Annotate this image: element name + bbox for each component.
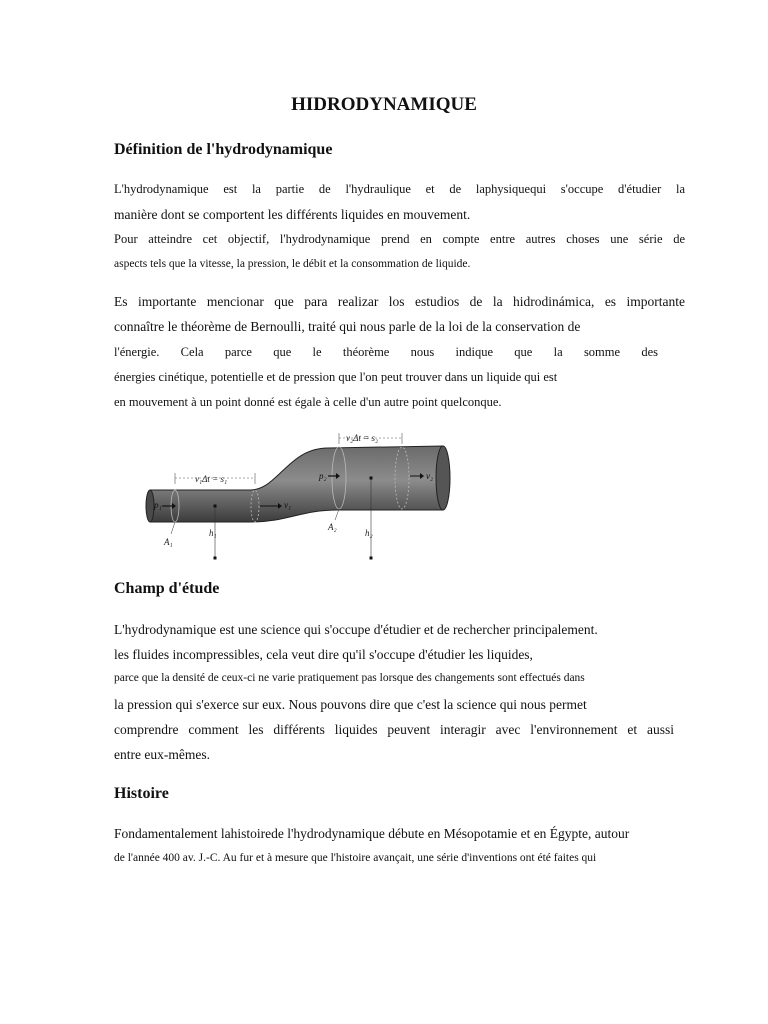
a1-label: A₁	[164, 537, 173, 547]
paragraph-line: l'énergie. Cela parce que le théorème nous indique que la somme des	[114, 345, 658, 359]
paragraph-line: les fluides incompressibles, cela veut dire qu'il s'occupe d'étudier les liquides,	[114, 647, 533, 662]
paragraph-line: la pression qui s'exerce sur eux. Nous pouvons dire que c'est la science qui nous permet	[114, 697, 587, 712]
bernoulli-pipe-figure	[138, 426, 458, 566]
paragraph-line: en mouvement à un point donné est égale à celle d'un autre point quelconque.	[114, 395, 502, 409]
section-heading-histoire: Histoire	[114, 785, 169, 802]
paragraph-line: comprendre comment les différents liquides peuvent interagir avec l'environnement et aussi	[114, 722, 674, 737]
pipe-right-end	[436, 446, 450, 510]
paragraph-line: aspects tels que la vitesse, la pression, le débit et la consommation de liquide.	[114, 258, 471, 270]
page-title: HIDRODYNAMIQUE	[291, 94, 477, 115]
h2-label: h₂	[365, 528, 373, 538]
paragraph-line: L'hydrodynamique est la partie de l'hydraulique et de laphysiquequi s'occupe d'étudier la	[114, 182, 685, 196]
section-heading-definition: Définition de l'hydrodynamique	[114, 141, 333, 158]
s1-label: v₁Δt = s₁	[195, 474, 228, 484]
section-heading-champ: Champ d'étude	[114, 580, 220, 597]
paragraph-line: Fondamentalement lahistoirede l'hydrodynamique débute en Mésopotamie et en Égypte, autour	[114, 826, 630, 841]
pipe-body	[150, 446, 443, 522]
paragraph-line: Es importante mencionar que para realizar los estudios de la hidrodinámica, es importante	[114, 294, 685, 309]
paragraph-line: de l'année 400 av. J.-C. Au fur et à mesure que l'histoire avançait, une série d'inventions ont été faites qui	[114, 852, 597, 864]
paragraph-line: parce que la densité de ceux-ci ne varie pratiquement pas lorsque des changements sont effectués dans	[114, 672, 585, 684]
p2-label: p₂	[319, 471, 327, 481]
paragraph-line: entre eux-mêmes.	[114, 747, 210, 762]
a2-pointer	[335, 509, 339, 520]
h1-point	[214, 505, 217, 508]
paragraph-line: connaître le théorème de Bernoulli, traité qui nous parle de la loi de la conservation de	[114, 319, 581, 334]
h1-label: h₁	[209, 528, 217, 538]
paragraph-line: L'hydrodynamique est une science qui s'occupe d'étudier et de rechercher principalement.	[114, 622, 598, 637]
v1-label: v₁	[284, 500, 292, 510]
h2-point	[370, 477, 373, 480]
a2-label: A₂	[328, 522, 337, 532]
paragraph-line: énergies cinétique, potentielle et de pression que l'on peut trouver dans un liquide qui est	[114, 370, 558, 384]
a1-pointer	[171, 522, 175, 534]
v2-label: v₂	[426, 471, 434, 481]
h2-base	[370, 557, 373, 560]
paragraph-line: Pour atteindre cet objectif, l'hydrodynamique prend en compte entre autres choses une série de	[114, 232, 685, 246]
s2-label: v₂Δt = s₂	[346, 433, 379, 443]
bernoulli-pipe-diagram	[138, 426, 458, 566]
paragraph-line: manière dont se comportent les différents liquides en mouvement.	[114, 207, 471, 222]
h1-base	[214, 557, 217, 560]
p1-label: p₁	[154, 500, 162, 510]
pipe-left-opening	[146, 490, 154, 522]
